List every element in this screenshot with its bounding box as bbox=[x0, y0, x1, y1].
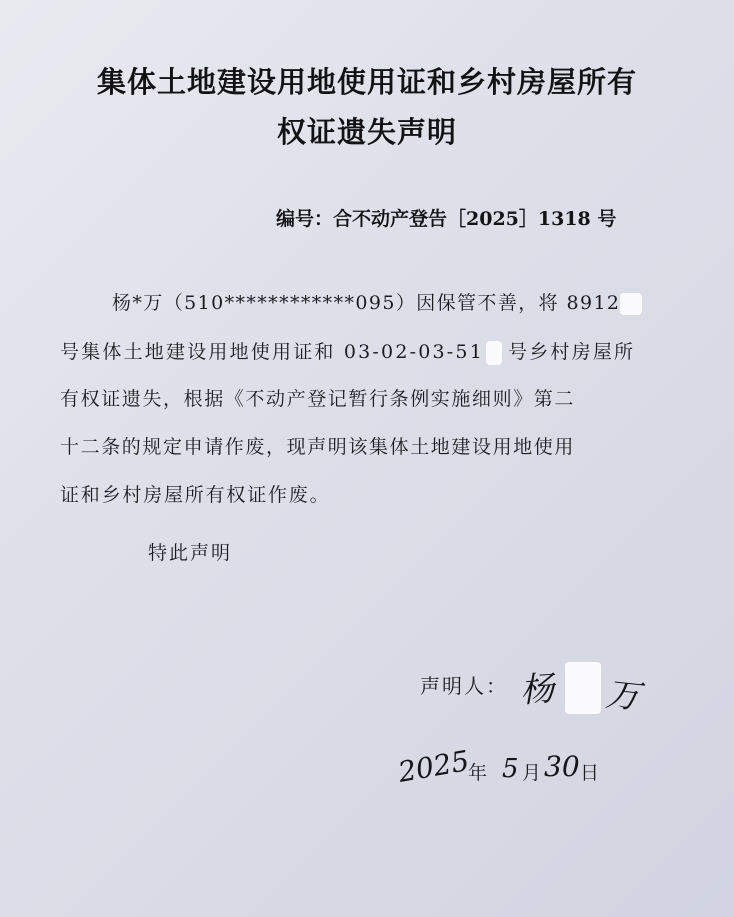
signature-redaction-box bbox=[565, 662, 601, 714]
title-line-1: 集体土地建设用地使用证和乡村房屋所有 bbox=[96, 65, 637, 99]
closing-statement: 特此声明 bbox=[148, 542, 233, 564]
redaction-box bbox=[620, 293, 642, 315]
document-number: 编号：合不动产登告［2025］1318 号 bbox=[276, 208, 617, 230]
signature-last-char: 万 bbox=[603, 674, 642, 718]
body-line-4: 十二条的规定申请作废，现声明该集体土地建设用地使用 bbox=[60, 436, 576, 458]
body-line-2-text-b: 号乡村房屋所 bbox=[508, 341, 636, 363]
date-year: 2025 bbox=[395, 744, 472, 789]
body-line-1-text: 杨*万（510************095）因保管不善，将 8912 bbox=[112, 292, 621, 314]
date-yue: 月 bbox=[522, 762, 542, 784]
date-day: 30 bbox=[544, 750, 580, 783]
date-nian: 年 bbox=[468, 762, 488, 784]
signature-first-char: 杨 bbox=[518, 668, 556, 712]
body-line-2 bbox=[60, 337, 635, 365]
redaction-box bbox=[486, 341, 502, 365]
date-ri: 日 bbox=[580, 762, 600, 784]
body-line-5: 证和乡村房屋所有权证作废。 bbox=[60, 484, 331, 506]
declarant-label: 声明人： bbox=[420, 674, 508, 698]
body-line-2-text-a: 号集体土地建设用地使用证和 03-02-03-51 bbox=[60, 341, 485, 363]
signature-date bbox=[395, 742, 618, 792]
body-line-1 bbox=[112, 288, 642, 315]
title-line-2: 权证遗失声明 bbox=[276, 115, 457, 149]
body-line-3: 有权证遗失，根据《不动产登记暂行条例实施细则》第二 bbox=[60, 388, 576, 410]
date-month: 5 bbox=[502, 754, 519, 784]
